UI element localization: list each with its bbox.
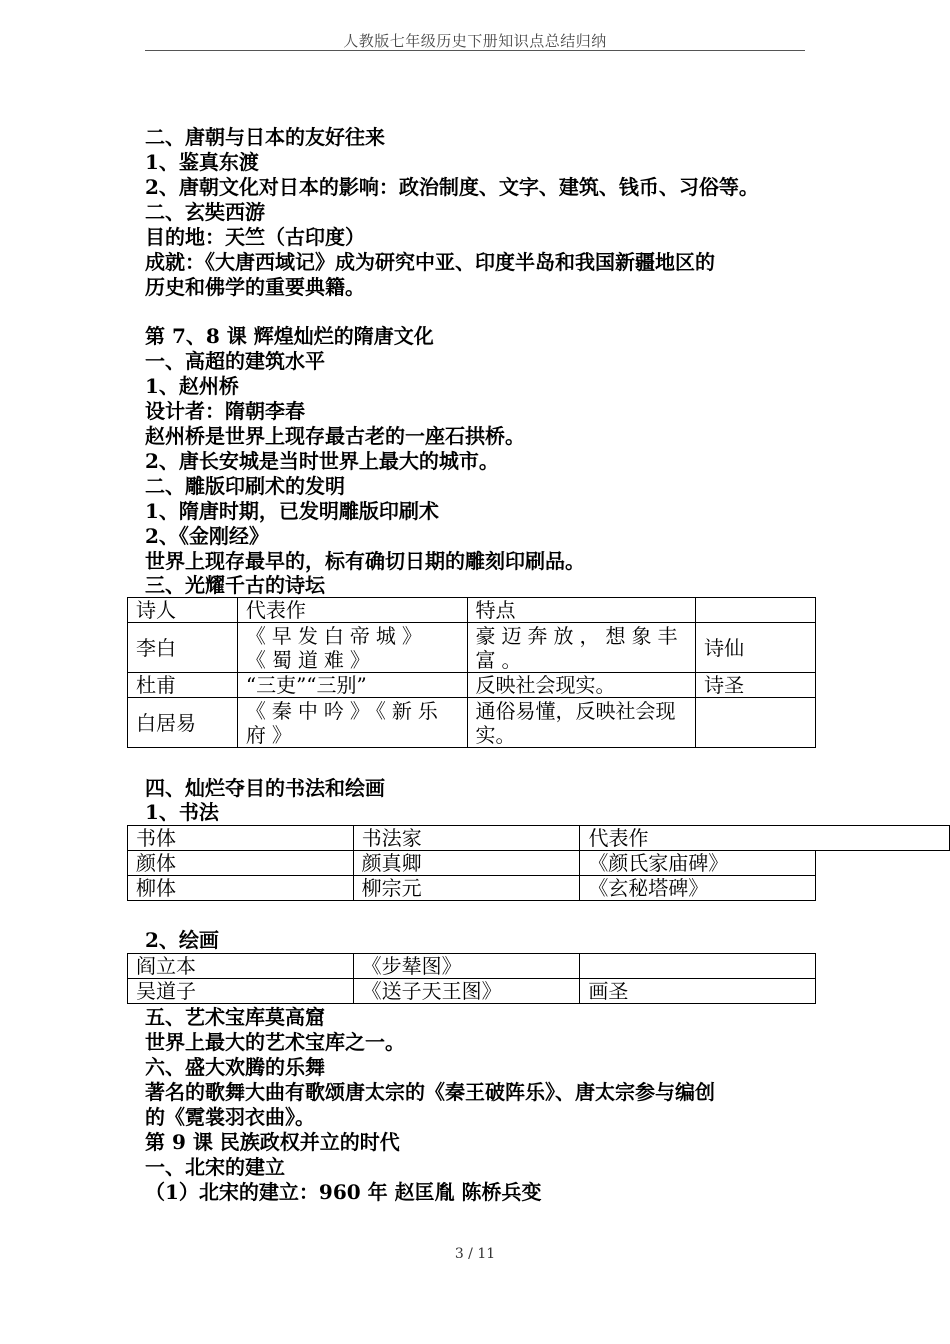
table-row <box>128 851 816 876</box>
header-divider <box>145 50 805 51</box>
calligraphy-artist: 柳宗元 <box>353 876 580 901</box>
poet-works: 《早发白帝城》《蜀道难》 <box>237 623 467 673</box>
heading-xuanzang: 二、玄奘西游 <box>145 200 265 224</box>
table-row <box>128 598 816 623</box>
calligraphy-table-body <box>127 850 816 901</box>
table-row <box>128 673 816 698</box>
table-row <box>128 979 816 1004</box>
heading-printing: 二、雕版印刷术的发明 <box>145 474 345 498</box>
item-diamond-sutra: 2、《金刚经》 <box>145 524 269 548</box>
item-printing-invented: 1、隋唐时期，已发明雕版印刷术 <box>145 499 439 523</box>
page-number: 3 / 11 <box>454 1246 496 1262</box>
lesson-9-title: 第 9 课 民族政权并立的时代 <box>145 1130 400 1154</box>
heading-architecture: 一、高超的建筑水平 <box>145 349 325 373</box>
poet-works: “三吏”“三别” <box>237 673 467 698</box>
lesson-7-8-title: 第 7、8 课 辉煌灿烂的隋唐文化 <box>145 324 434 348</box>
painter-name: 阎立本 <box>128 954 354 979</box>
heading-northern-song: 一、北宋的建立 <box>145 1155 285 1179</box>
heading-poetry: 三、光耀千古的诗坛 <box>145 573 325 597</box>
heading-tang-japan: 二、唐朝与日本的友好往来 <box>145 125 385 149</box>
calligraphy-table <box>127 825 950 851</box>
item-achievement: 成就：《大唐西域记》成为研究中亚、印度半岛和我国新疆地区的 <box>145 250 715 274</box>
heading-painting: 2、绘画 <box>145 928 219 952</box>
page-header: 人教版七年级历史下册知识点总结归纳 <box>343 32 607 50</box>
poet-title: 诗圣 <box>696 673 816 698</box>
poets-table <box>127 597 816 748</box>
calligraphy-style: 柳体 <box>128 876 354 901</box>
painter-title <box>580 954 816 979</box>
poet-name: 白居易 <box>128 698 238 748</box>
calligraphy-work: 《玄秘塔碑》 <box>580 876 816 901</box>
poets-header-poet: 诗人 <box>128 598 238 623</box>
item-sutra-fact: 世界上现存最早的，标有确切日期的雕刻印刷品。 <box>145 549 585 573</box>
painter-title: 画圣 <box>580 979 816 1004</box>
poet-traits: 通俗易懂，反映社会现实。 <box>467 698 696 748</box>
poet-name: 杜甫 <box>128 673 238 698</box>
item-changan: 2、唐长安城是当时世界上最大的城市。 <box>145 449 499 473</box>
poet-name: 李白 <box>128 623 238 673</box>
item-music-fact: 著名的歌舞大曲有歌颂唐太宗的《秦王破阵乐》、唐太宗参与编创 <box>145 1080 715 1104</box>
painter-work: 《步辇图》 <box>353 954 580 979</box>
poets-header-title <box>696 598 816 623</box>
painting-table <box>127 953 816 1004</box>
calligraphy-artist: 颜真卿 <box>353 851 580 876</box>
item-bridge-fact: 赵州桥是世界上现存最古老的一座石拱桥。 <box>145 424 525 448</box>
item-achievement-cont: 历史和佛学的重要典籍。 <box>145 275 365 299</box>
item-music-fact-cont: 的《霓裳羽衣曲》。 <box>145 1105 315 1129</box>
calligraphy-work: 《颜氏家庙碑》 <box>580 851 816 876</box>
heading-mogao: 五、艺术宝库莫高窟 <box>145 1005 325 1029</box>
calligraphy-header-works: 代表作 <box>580 826 950 851</box>
poets-header-traits: 特点 <box>467 598 696 623</box>
table-row <box>128 954 816 979</box>
item-zhaozhou-bridge: 1、赵州桥 <box>145 374 239 398</box>
poets-header-works: 代表作 <box>237 598 467 623</box>
poet-title: 诗仙 <box>696 623 816 673</box>
calligraphy-style: 颜体 <box>128 851 354 876</box>
poet-traits: 豪迈奔放，想象丰富。 <box>467 623 696 673</box>
painter-name: 吴道子 <box>128 979 354 1004</box>
item-mogao-fact: 世界上最大的艺术宝库之一。 <box>145 1030 405 1054</box>
calligraphy-header-artist: 书法家 <box>353 826 580 851</box>
table-row <box>128 623 816 673</box>
poet-title <box>696 698 816 748</box>
item-song-founding: （1）北宋的建立：960 年 赵匡胤 陈桥兵变 <box>145 1180 542 1204</box>
poet-works: 《秦中吟》《新乐府》 <box>237 698 467 748</box>
heading-music-dance: 六、盛大欢腾的乐舞 <box>145 1055 325 1079</box>
item-designer: 设计者：隋朝李春 <box>145 399 305 423</box>
heading-calligraphy: 1、书法 <box>145 800 219 824</box>
poet-traits: 反映社会现实。 <box>467 673 696 698</box>
item-jianzhen: 1、鉴真东渡 <box>145 150 259 174</box>
table-row <box>128 826 950 851</box>
painter-work: 《送子天王图》 <box>353 979 580 1004</box>
item-destination: 目的地：天竺（古印度） <box>145 225 365 249</box>
heading-calligraphy-painting: 四、灿烂夺目的书法和绘画 <box>145 776 385 800</box>
table-row <box>128 698 816 748</box>
item-tang-influence: 2、唐朝文化对日本的影响：政治制度、文字、建筑、钱币、习俗等。 <box>145 175 759 199</box>
calligraphy-header-style: 书体 <box>128 826 354 851</box>
table-row <box>128 876 816 901</box>
